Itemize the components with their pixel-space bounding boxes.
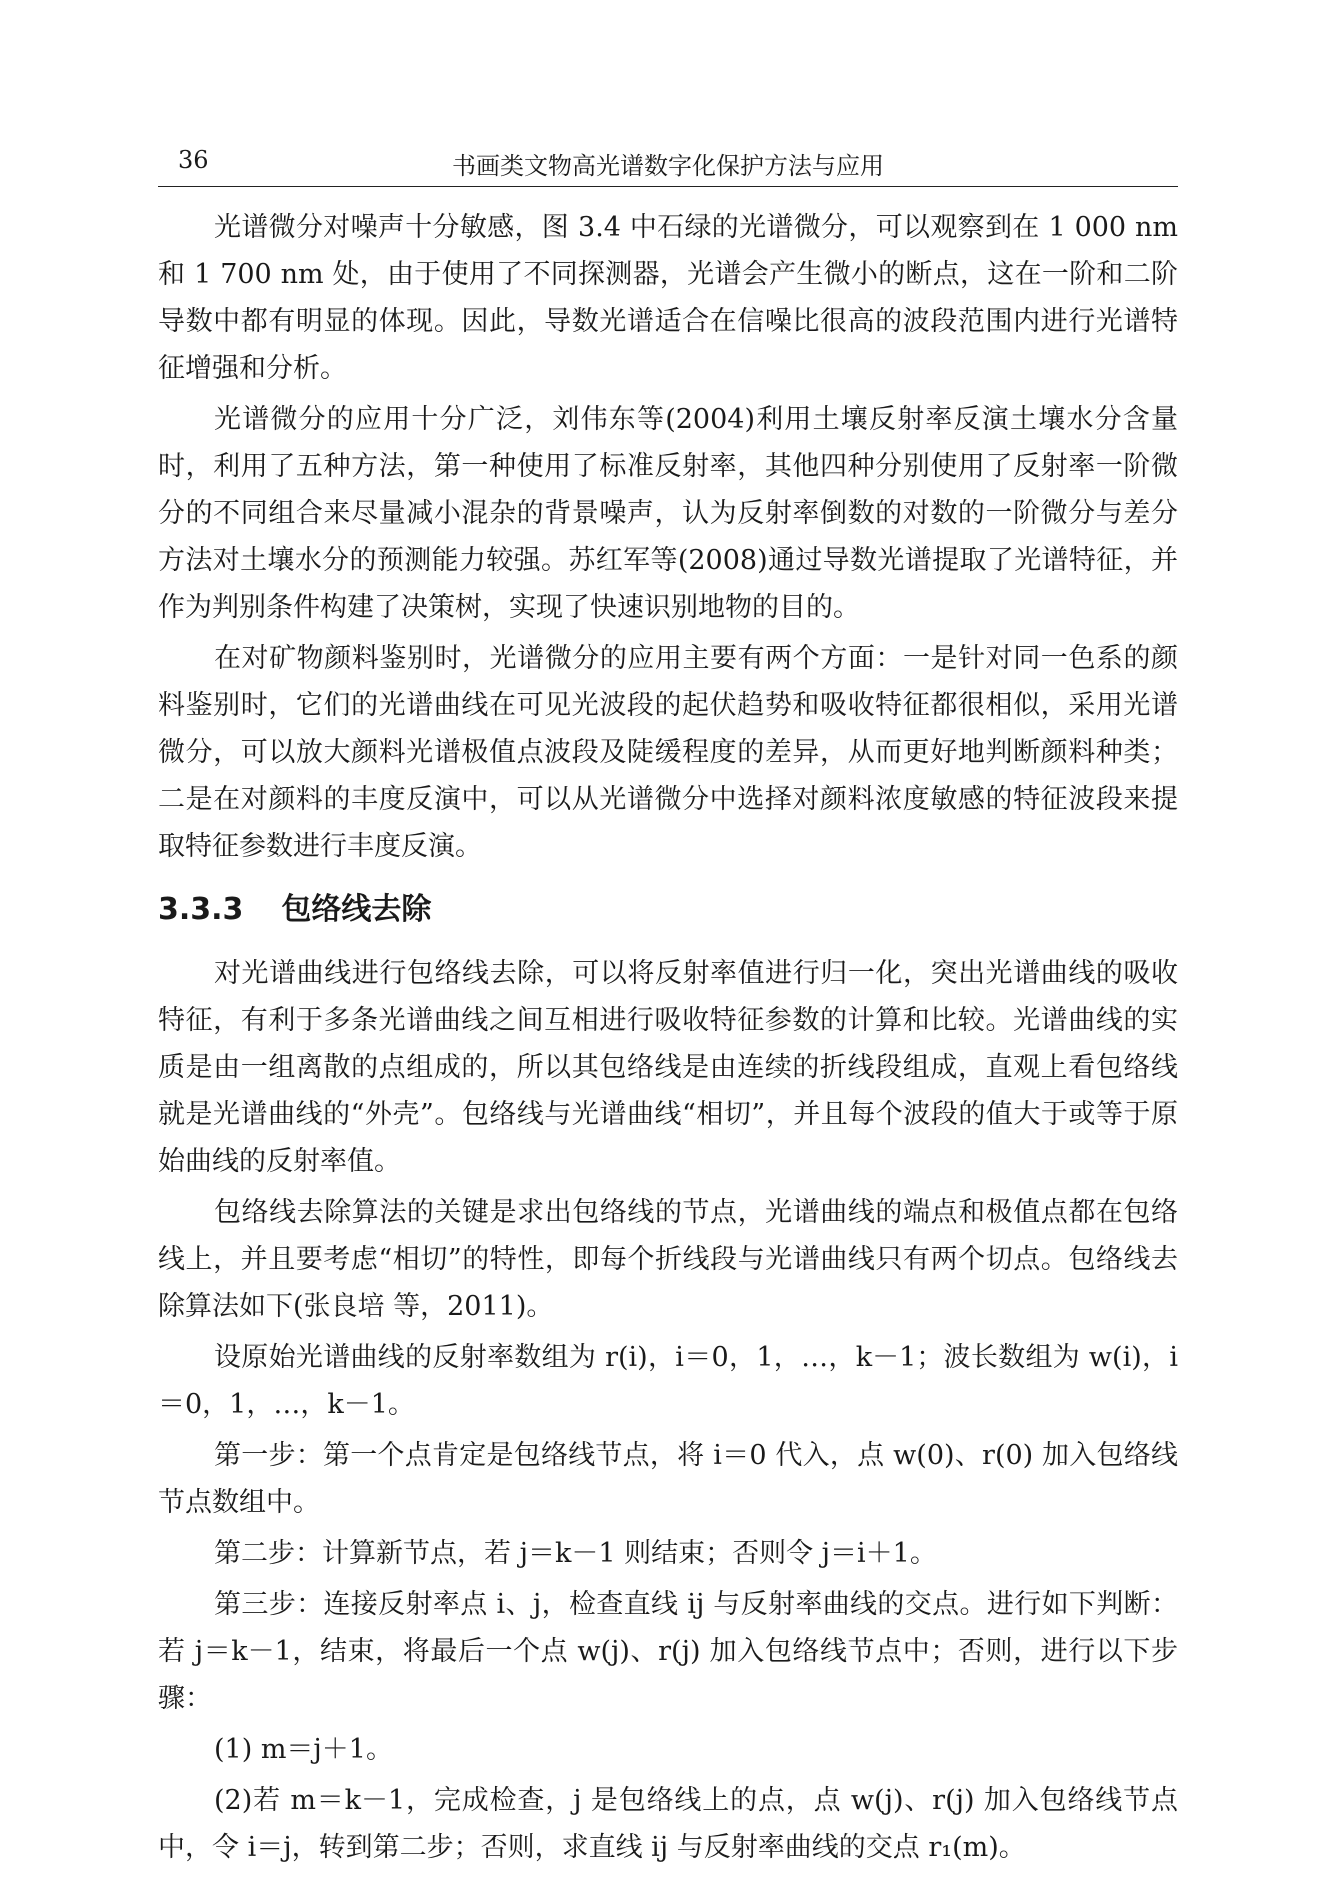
paragraph: 第三步：连接反射率点 i、j，检查直线 ij 与反射率曲线的交点。进行如下判断：若 j＝k－1，结束，将最后一个点 w(j)、r(j) 加入包络线节点中；否则，进行以下步骤： xyxy=(158,1589,1178,1714)
paragraph: 第一步：第一个点肯定是包络线节点，将 i＝0 代入，点 w(0)、r(0) 加入包络线节点数组中。 xyxy=(158,1440,1178,1518)
body-text xyxy=(158,204,1178,1875)
page-number: 36 xyxy=(178,146,209,174)
paragraph: 光谱微分对噪声十分敏感，图 3.4 中石绿的光谱微分，可以观察到在 1 000 nm 和 1 700 nm 处，由于使用了不同探测器，光谱会产生微小的断点，这在一阶和二阶导数中都有明显的体现。因此，导数光谱适合在信噪比很高的波段范围内进行光谱特征增强和分析。 xyxy=(158,212,1178,384)
paragraph: (2)若 m＝k－1，完成检查，j 是包络线上的点，点 w(j)、r(j) 加入包络线节点中，令 i＝j，转到第二步；否则，求直线 ij 与反射率曲线的交点 r₁(m)。 xyxy=(158,1785,1178,1863)
running-header xyxy=(158,138,1178,187)
paragraph: 在对矿物颜料鉴别时，光谱微分的应用主要有两个方面：一是针对同一色系的颜料鉴别时，它们的光谱曲线在可见光波段的起伏趋势和吸收特征都很相似，采用光谱微分，可以放大颜料光谱极值点波段及陡缓程度的差异，从而更好地判断颜料种类；二是在对颜料的丰度反演中，可以从光谱微分中选择对颜料浓度敏感的特征波段来提取特征参数进行丰度反演。 xyxy=(158,643,1178,862)
paragraph: 对光谱曲线进行包络线去除，可以将反射率值进行归一化，突出光谱曲线的吸收特征，有利于多条光谱曲线之间互相进行吸收特征参数的计算和比较。光谱曲线的实质是由一组离散的点组成的，所以其包络线是由连续的折线段组成，直观上看包络线就是光谱曲线的“外壳”。包络线与光谱曲线“相切”，并且每个波段的值大于或等于原始曲线的反射率值。 xyxy=(158,958,1178,1177)
paragraph: (1) m＝j＋1。 xyxy=(214,1734,393,1765)
paragraph: 包络线去除算法的关键是求出包络线的节点，光谱曲线的端点和极值点都在包络线上，并且要考虑“相切”的特性，即每个折线段与光谱曲线只有两个切点。包络线去除算法如下(张良培 等，2011)。 xyxy=(158,1197,1178,1322)
paragraph: 第二步：计算新节点，若 j＝k－1 则结束；否则令 j＝i＋1。 xyxy=(214,1538,937,1569)
section-heading xyxy=(158,884,1178,936)
paragraph: 光谱微分的应用十分广泛，刘伟东等(2004)利用土壤反射率反演土壤水分含量时，利用了五种方法，第一种使用了标准反射率，其他四种分别使用了反射率一阶微分的不同组合来尽量减小混杂的背景噪声，认为反射率倒数的对数的一阶微分与差分方法对土壤水分的预测能力较强。苏红军等(2008)通过导数光谱提取了光谱特征，并作为判别条件构建了决策树，实现了快速识别地物的目的。 xyxy=(158,404,1178,623)
section-title: 包络线去除 xyxy=(281,892,432,927)
paragraph: 设原始光谱曲线的反射率数组为 r(i)，i＝0，1，…，k－1；波长数组为 w(i)，i＝0，1，…，k－1。 xyxy=(158,1342,1178,1420)
section-number: 3.3.3 xyxy=(158,892,244,927)
book-title: 书画类文物高光谱数字化保护方法与应用 xyxy=(452,152,884,180)
